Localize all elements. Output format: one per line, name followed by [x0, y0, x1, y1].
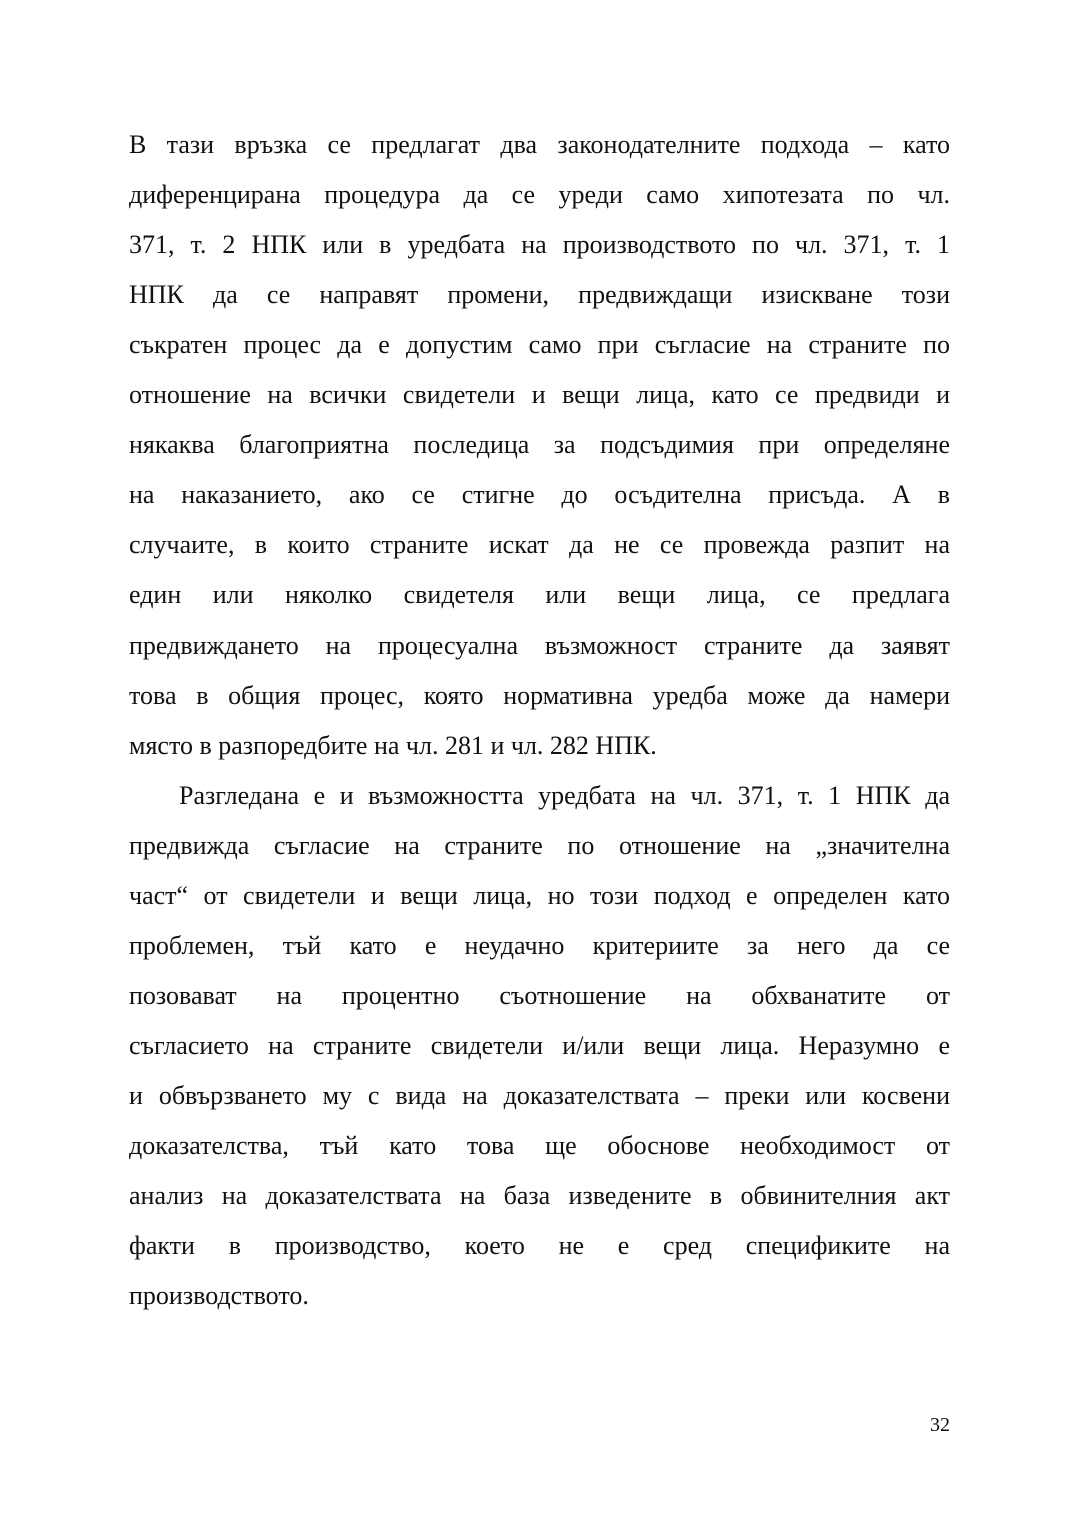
- paragraph-1-line: 371, т. 2 НПК или в уредбата на производството по чл. 371, т. 1: [129, 230, 950, 259]
- paragraph-2-line: съгласието на страните свидетели и/или вещи лица. Неразумно е: [129, 1031, 950, 1060]
- paragraph-1-line: това в общия процес, която нормативна уредба може да намери: [129, 681, 950, 710]
- paragraph-2-line: Разгледана е и възможността уредбата на чл. 371, т. 1 НПК да: [179, 781, 950, 810]
- paragraph-1-line: случаите, в които страните искат да не се провежда разпит на: [129, 530, 950, 559]
- paragraph-1-line: отношение на всички свидетели и вещи лица, като се предвиди и: [129, 380, 950, 409]
- paragraph-2-line: производството.: [129, 1281, 309, 1310]
- paragraph-1-line: предвиждането на процесуална възможност страните да заявят: [129, 631, 950, 660]
- paragraph-2-line: факти в производство, което не е сред спецификите на: [129, 1231, 950, 1260]
- paragraph-1-line: диференцирана процедура да се уреди само хипотезата по чл.: [129, 180, 950, 209]
- page-number: 32: [930, 1414, 950, 1436]
- paragraph-1-line: НПК да се направят промени, предвиждащи изискване този: [129, 280, 950, 309]
- paragraph-1-line: един или няколко свидетеля или вещи лица, се предлага: [129, 580, 950, 609]
- paragraph-2-line: проблемен, тъй като е неудачно критериите за него да се: [129, 931, 950, 960]
- paragraph-1-line: съкратен процес да е допустим само при съгласие на страните по: [129, 330, 950, 359]
- paragraph-1-line: някаква благоприятна последица за подсъдимия при определяне: [129, 430, 950, 459]
- paragraph-1-line: на наказанието, ако се стигне до осъдителна присъда. А в: [129, 480, 950, 509]
- paragraph-2-line: анализ на доказателствата на база изведените в обвинителния акт: [129, 1181, 950, 1210]
- paragraph-1-line: място в разпоредбите на чл. 281 и чл. 282 НПК.: [129, 731, 657, 760]
- paragraph-2-line: предвижда съгласие на страните по отношение на „значителна: [129, 831, 950, 860]
- paragraph-2-line: част“ от свидетели и вещи лица, но този подход е определен като: [129, 881, 950, 910]
- paragraph-1-line: В тази връзка се предлагат два законодателните подхода – като: [129, 130, 950, 159]
- paragraph-2-line: позовават на процентно съотношение на обхванатите от: [129, 981, 950, 1010]
- paragraph-2-line: доказателства, тъй като това ще обоснове необходимост от: [129, 1131, 950, 1160]
- paragraph-2-line: и обвързването му с вида на доказателствата – преки или косвени: [129, 1081, 950, 1110]
